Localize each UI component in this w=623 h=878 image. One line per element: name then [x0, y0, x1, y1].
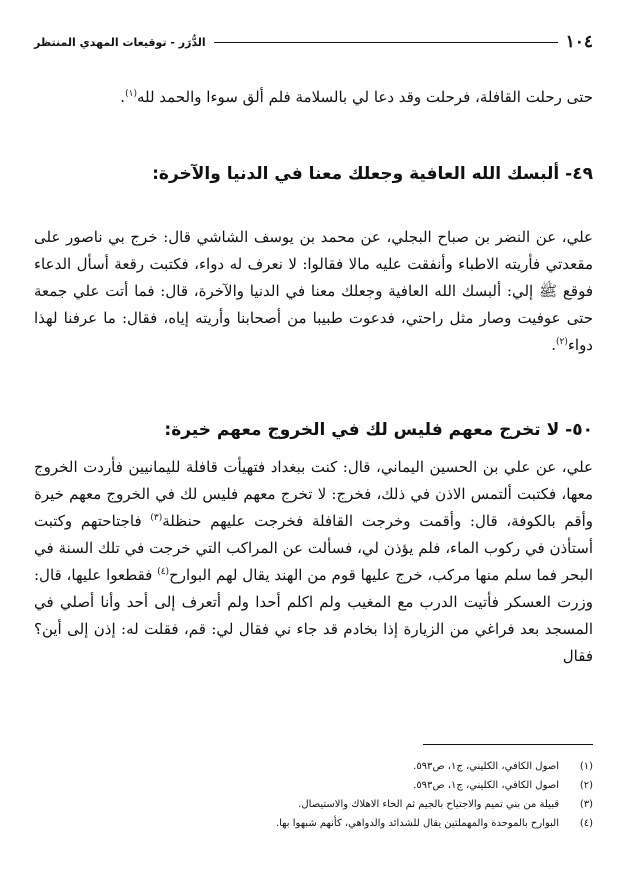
- footnote-number: (٢): [579, 780, 593, 791]
- section-50-text-c: فقطعوا عليها، قال: وزرت العسكر فأتيت الدرب مع المغيب ولم اكلم أحدا ولم أتعرف إلى أحد وأنا أصلي في المسجد بعد فراغي من الزيارة إذا بخادم قد جاء ني فقال لي: قم، فقلت له: إذن إلى أين؟ فقال: [34, 566, 593, 665]
- section-48-end-paragraph: [34, 84, 593, 111]
- footnote-item: [34, 776, 593, 795]
- section-48-text: حتى رحلت القافلة، فرحلت وقد دعا لي بالسلامة فلم ألق سوءا والحمد لله: [136, 88, 593, 106]
- footnote-ref-3[interactable]: (٣): [150, 513, 163, 523]
- page-number: ١٠٤: [565, 32, 593, 52]
- page-header: [34, 24, 593, 52]
- running-title: الدُّرَر - توقيعات المهدي المنتظر: [34, 36, 206, 49]
- section-50-text-b: فاجتاحتهم وكتبت أستأذن في ركوب الماء، فلم يؤذن لي، فسألت عن المراكب التي خرجت في تلك السنة في البحر فما سلم منها مركب، خرج عليها قوم من الهند يقال لهم البوارح: [34, 512, 593, 584]
- footnote-number: (٣): [579, 799, 593, 810]
- footnote-text: اصول الكافي، الكليني، ج١، ص٥٩٣.: [413, 761, 559, 772]
- footnote-number: (٤): [579, 818, 593, 829]
- section-50-text-a: علي، عن علي بن الحسين اليماني، قال: كنت ببغداد فتهيأت قافلة لليمانيين فأردت الخروج معها، فكتبت ألتمس الاذن في ذلك، فخرج: لا تخرج معهم فليس لك في الخروج معهم خيرة وأقم بالكوفة، قال: وأقمت وخرجت القافلة فخرجت عليهم حنظلة: [34, 458, 593, 530]
- footnote-separator: [423, 744, 593, 745]
- footnotes-list: [34, 757, 593, 833]
- footnote-text: قبيلة من بني تميم والاجتياح بالجيم ثم الحاء الاهلاك والاستيصال.: [298, 799, 559, 810]
- section-49-text: علي، عن النضر بن صباح البجلي، عن محمد بن يوسف الشاشي قال: خرج بي ناصور على مقعدتي فأريته الاطباء وأنفقت عليه مالا فقالوا: لا نعرف له دواء، فكتبت رقعة أسأل الدعاء فوقع ﷺ إلي: ألبسك الله العافية وجعلك معنا في الدنيا والآخرة، قال: فما أتت علي جمعة حتى عوفيت وصار مثل راحتي، فدعوت طبيبا من أصحابنا وأريته إياه، فقال: ما عرفنا لهذا دواء: [34, 228, 593, 354]
- section-50-heading: ٥٠- لا تخرج معهم فليس لك في الخروج معهم خيرة:: [164, 420, 593, 440]
- footnote-text: اصول الكافي، الكليني، ج١، ص٥٩٣.: [413, 780, 559, 791]
- section-50-paragraph: [34, 454, 593, 670]
- section-49-paragraph: [34, 224, 593, 359]
- footnote-item: [34, 814, 593, 833]
- book-page: [34, 24, 593, 854]
- footnote-ref-1[interactable]: (١): [125, 89, 137, 99]
- footnote-ref-2[interactable]: (٢): [555, 337, 568, 347]
- footnote-number: (١): [579, 761, 593, 772]
- footnote-item: [34, 757, 593, 776]
- footnote-item: [34, 795, 593, 814]
- section-48-period: .: [120, 88, 126, 106]
- section-49-heading: ٤٩- ألبسك الله العافية وجعلك معنا في الدنيا والآخرة:: [152, 164, 593, 184]
- header-rule: [214, 42, 558, 43]
- footnote-ref-4[interactable]: (٤): [157, 567, 170, 577]
- section-49-period: .: [551, 336, 556, 354]
- footnote-text: البوارح بالموحدة والمهملتين يقال للشدائد والدواهي، كأنهم شبهوا بها.: [275, 818, 559, 829]
